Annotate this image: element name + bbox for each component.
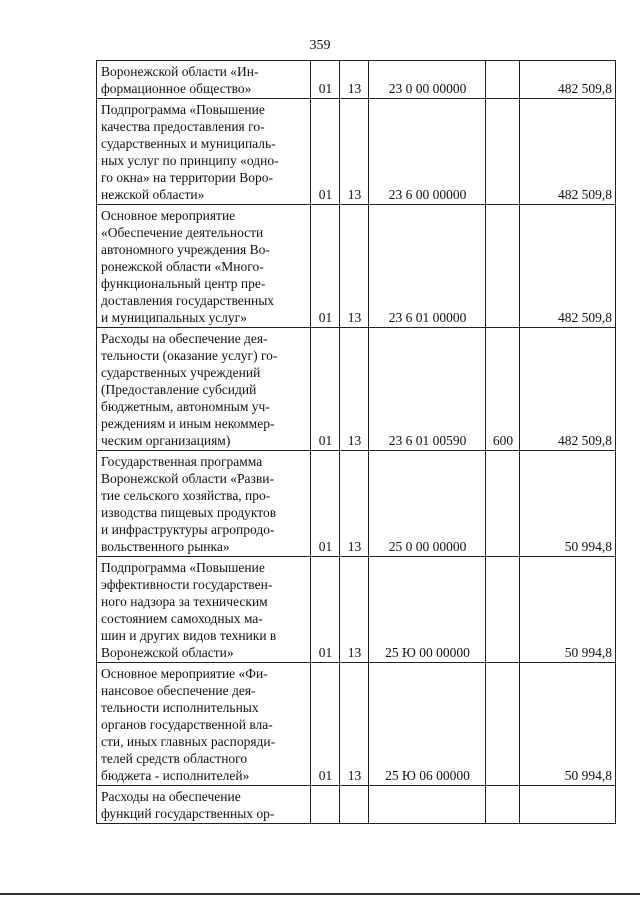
row-target-article: 23 6 01 00000 xyxy=(369,205,486,328)
row-section: 01 xyxy=(311,328,340,451)
row-amount: 482 509,8 xyxy=(520,99,616,205)
budget-table xyxy=(96,60,616,824)
table-row xyxy=(97,99,616,205)
row-name: Подпрограмма «Повышение качества предоставления го- сударственных и муниципаль- ных услуг по принципу «одно- го окна» на территории Воро- нежской области» xyxy=(97,99,311,205)
row-name: Основное мероприятие «Фи- нансовое обеспечение дея- тельности исполнительных органов государственной вла- сти, иных главных распоряди- телей средств областного бюджета - исполнителей» xyxy=(97,663,311,786)
row-subsection xyxy=(340,786,369,824)
row-subsection: 13 xyxy=(340,451,369,557)
row-subsection: 13 xyxy=(340,99,369,205)
row-target-article xyxy=(369,786,486,824)
row-section: 01 xyxy=(311,61,340,99)
row-name: Основное мероприятие «Обеспечение деятельности автономного учреждения Во- ронежской области «Много- функциональный центр пре- доставления государственных и муниципальных услуг» xyxy=(97,205,311,328)
row-name: Государственная программа Воронежской области «Разви- тие сельского хозяйства, про- изводства пищевых продуктов и инфраструктуры агропродо- вольственного рынка» xyxy=(97,451,311,557)
bottom-divider xyxy=(0,893,640,895)
row-name: Подпрограмма «Повышение эффективности государствен- ного надзора за техническим состоянием самоходных ма- шин и других видов техники в Воронежской области» xyxy=(97,557,311,663)
row-expense-type: 600 xyxy=(486,328,520,451)
row-amount xyxy=(520,786,616,824)
row-target-article: 23 6 00 00000 xyxy=(369,99,486,205)
row-target-article: 25 Ю 06 00000 xyxy=(369,663,486,786)
table-row xyxy=(97,328,616,451)
table-row xyxy=(97,61,616,99)
row-expense-type xyxy=(486,61,520,99)
row-amount: 50 994,8 xyxy=(520,557,616,663)
table-row xyxy=(97,451,616,557)
row-section: 01 xyxy=(311,663,340,786)
table-row xyxy=(97,557,616,663)
page-number: 359 xyxy=(309,38,331,53)
row-target-article: 25 0 00 00000 xyxy=(369,451,486,557)
row-target-article: 23 6 01 00590 xyxy=(369,328,486,451)
row-section: 01 xyxy=(311,99,340,205)
row-section: 01 xyxy=(311,451,340,557)
row-amount: 482 509,8 xyxy=(520,328,616,451)
row-expense-type xyxy=(486,557,520,663)
row-name: Расходы на обеспечение дея- тельности (оказание услуг) го- сударственных учреждений (Предоставление субсидий бюджетным, автономным уч- реждениям и иным некоммер- ческим организациям) xyxy=(97,328,311,451)
row-amount: 50 994,8 xyxy=(520,451,616,557)
row-subsection: 13 xyxy=(340,61,369,99)
row-subsection: 13 xyxy=(340,205,369,328)
row-expense-type xyxy=(486,663,520,786)
row-amount: 482 509,8 xyxy=(520,61,616,99)
row-expense-type xyxy=(486,451,520,557)
table-row xyxy=(97,663,616,786)
row-amount: 482 509,8 xyxy=(520,205,616,328)
row-section xyxy=(311,786,340,824)
row-name: Расходы на обеспечение функций государственных ор- xyxy=(97,786,311,824)
row-subsection: 13 xyxy=(340,663,369,786)
table-row xyxy=(97,205,616,328)
row-target-article: 25 Ю 00 00000 xyxy=(369,557,486,663)
row-amount: 50 994,8 xyxy=(520,663,616,786)
row-expense-type xyxy=(486,99,520,205)
row-expense-type xyxy=(486,205,520,328)
row-expense-type xyxy=(486,786,520,824)
row-subsection: 13 xyxy=(340,328,369,451)
row-section: 01 xyxy=(311,557,340,663)
row-section: 01 xyxy=(311,205,340,328)
table-row xyxy=(97,786,616,824)
row-target-article: 23 0 00 00000 xyxy=(369,61,486,99)
row-subsection: 13 xyxy=(340,557,369,663)
row-name: Воронежской области «Ин- формационное общество» xyxy=(97,61,311,99)
